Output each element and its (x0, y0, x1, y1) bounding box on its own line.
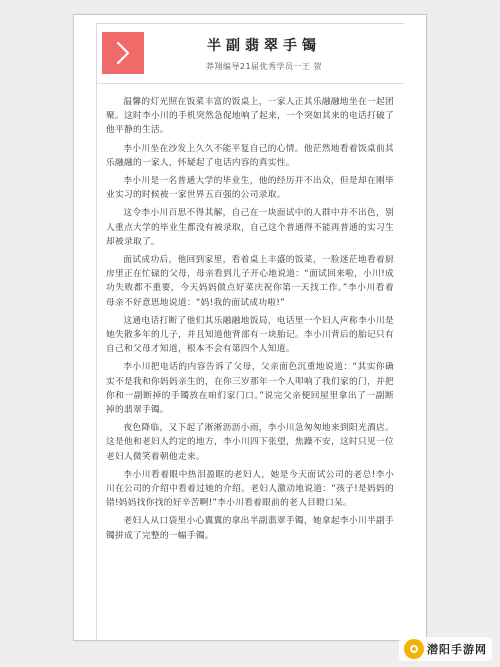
paragraph: 李小川看着眼中热泪盈眶的老妇人，她是今天面试公司的老总!李小川在公司的介绍中看着过她的介绍。老妇人激动地说道：“孩子!是妈妈的错!妈妈找你找的好辛苦啊!”李小川看着眼前的老人目瞪口呆。 (106, 469, 394, 509)
paragraph: 李小川把电话的内容告诉了父母，父亲面色沉重地说道：“其实你确实不是我和你妈妈亲生的，在你三岁那年一个人叩响了我们家的门，并把你和一副断掉的手镯放在咱们家门口。”说完父亲便回屋里拿出了一副断掉的翡翠手镯。 (106, 362, 394, 416)
paragraph: 温馨的灯光照在饭菜丰富的饭桌上，一家人正其乐融融地坐在一起团聚。这时李小川的手机突然急促地响了起来，一个突如其来的电话打破了他平静的生活。 (106, 97, 394, 136)
paragraph: 夜色降临，又下起了淅淅沥沥小雨，李小川急匆匆地来到阳光酒店。这是他和老妇人约定的地方，李小川四下张望，焦躁不安，这时只见一位老妇人微笑着朝他走来。 (106, 423, 394, 462)
watermark-text: 潜阳手游网 (427, 643, 487, 656)
article-header (96, 24, 404, 82)
article-title: 半副翡翠手镯 (207, 37, 321, 54)
title-block (144, 35, 404, 72)
paragraph: 面试成功后，他回到家里，看着桌上丰盛的饭菜，一脸迷茫地看着厨房里正在忙碌的父母，母亲看到儿子开心地说道：“面试回来啦，小川!成功失败都不重要，今天妈妈做点好菜庆祝你第一天找工作。”李小川看着母亲不好意思地说道：“妈!我的面试成功啦!” (106, 255, 394, 308)
frame-left-line (96, 23, 97, 640)
article-byline: 莽翔编导21届优秀学员一王 贺 (205, 61, 323, 71)
paragraph: 老妇人从口袋里小心翼翼的拿出半副翡翠手镯，她拿起李小川半副手镯拼成了完整的一幅手镯。 (106, 516, 394, 541)
paragraph: 李小川坐在沙发上久久不能平复自己的心情。他茫然地看着饭桌前其乐融融的一家人，怀疑起了电话内容的真实性。 (106, 143, 394, 168)
header-divider (96, 83, 404, 84)
article-page (73, 14, 427, 641)
chevron-badge (102, 32, 144, 74)
article-body (106, 95, 394, 547)
paragraph: 李小川是一名普通大学的毕业生，他的经历并不出众，但是却在刚毕业实习的时候被一家世界五百强的公司录取。 (106, 176, 394, 201)
paragraph: 这通电话打断了他们其乐融融地饭局，电话里一个妇人声称李小川是她失散多年的儿子，并且知道他背部有一块胎记。李小川背后的胎记只有自己和父母才知道，根本不会有第四个人知道。 (106, 315, 394, 355)
site-watermark (399, 637, 492, 661)
watermark-logo-icon (404, 639, 424, 659)
paragraph: 这令李小川百思不得其解，自己在一块面试中的人群中并不出色，别人重点大学的毕业生都没有被录取，自己这个普通得不能再普通的实习生却被录取了。 (106, 208, 394, 247)
chevron-right-icon (113, 40, 133, 66)
